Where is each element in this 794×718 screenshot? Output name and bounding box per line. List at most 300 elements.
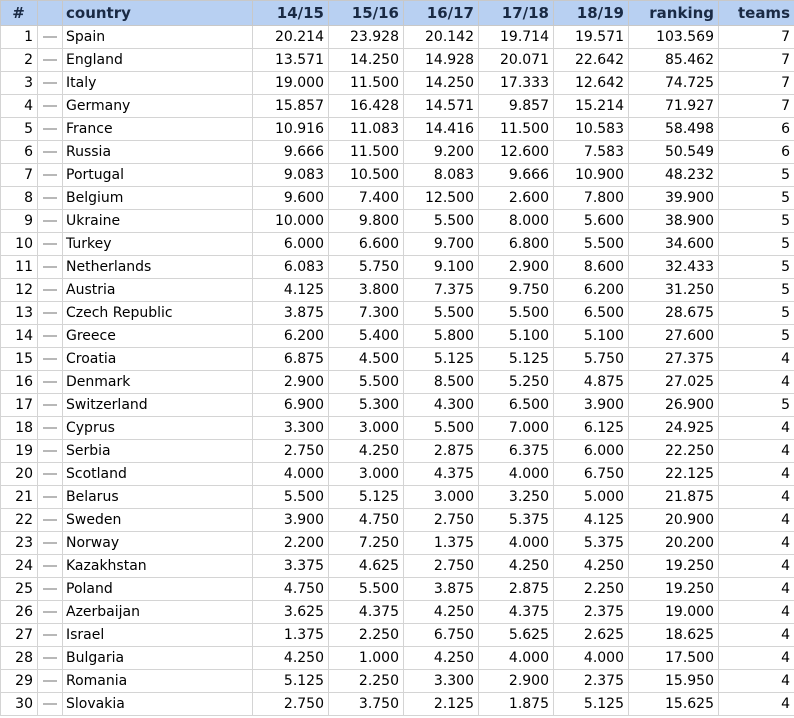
season-points: 5.500	[329, 578, 404, 601]
season-points: 3.900	[554, 394, 629, 417]
season-points: 6.750	[404, 624, 479, 647]
row-rank: 14	[1, 325, 38, 348]
season-points: 2.600	[479, 187, 554, 210]
season-points: 10.500	[329, 164, 404, 187]
season-points: 9.600	[253, 187, 329, 210]
trend-cell	[38, 26, 63, 49]
table-row	[1, 417, 794, 440]
teams-count: 4	[719, 693, 794, 716]
season-points: 4.000	[479, 647, 554, 670]
country-name: Romania	[63, 670, 253, 693]
season-points: 10.900	[554, 164, 629, 187]
table-row	[1, 233, 794, 256]
table-row	[1, 164, 794, 187]
trend-cell	[38, 164, 63, 187]
season-points: 1.000	[329, 647, 404, 670]
dash-icon	[43, 427, 57, 429]
row-rank: 27	[1, 624, 38, 647]
ranking-points: 19.000	[629, 601, 719, 624]
season-points: 19.571	[554, 26, 629, 49]
season-points: 11.500	[329, 72, 404, 95]
season-points: 6.875	[253, 348, 329, 371]
season-points: 2.750	[253, 693, 329, 716]
table-row	[1, 72, 794, 95]
row-rank: 17	[1, 394, 38, 417]
season-points: 4.250	[329, 440, 404, 463]
dash-icon	[43, 404, 57, 406]
trend-cell	[38, 509, 63, 532]
season-points: 2.900	[479, 256, 554, 279]
season-points: 6.600	[329, 233, 404, 256]
header-season-3[interactable]: 16/17	[404, 1, 479, 26]
row-rank: 16	[1, 371, 38, 394]
season-points: 5.750	[329, 256, 404, 279]
trend-cell	[38, 279, 63, 302]
header-ranking[interactable]: ranking	[629, 1, 719, 26]
country-name: Cyprus	[63, 417, 253, 440]
trend-cell	[38, 601, 63, 624]
ranking-points: 31.250	[629, 279, 719, 302]
trend-cell	[38, 118, 63, 141]
row-rank: 25	[1, 578, 38, 601]
table-row	[1, 394, 794, 417]
season-points: 2.250	[329, 624, 404, 647]
teams-count: 4	[719, 532, 794, 555]
table-row	[1, 578, 794, 601]
season-points: 1.375	[253, 624, 329, 647]
ranking-points: 20.200	[629, 532, 719, 555]
row-rank: 6	[1, 141, 38, 164]
dash-icon	[43, 381, 57, 383]
season-points: 3.250	[479, 486, 554, 509]
trend-cell	[38, 302, 63, 325]
country-name: Netherlands	[63, 256, 253, 279]
season-points: 9.666	[253, 141, 329, 164]
teams-count: 5	[719, 279, 794, 302]
header-trend	[38, 1, 63, 26]
country-name: Czech Republic	[63, 302, 253, 325]
ranking-points: 34.600	[629, 233, 719, 256]
ranking-points: 39.900	[629, 187, 719, 210]
ranking-points: 71.927	[629, 95, 719, 118]
season-points: 1.375	[404, 532, 479, 555]
season-points: 3.900	[253, 509, 329, 532]
teams-count: 5	[719, 325, 794, 348]
trend-cell	[38, 624, 63, 647]
season-points: 2.125	[404, 693, 479, 716]
row-rank: 30	[1, 693, 38, 716]
season-points: 5.125	[479, 348, 554, 371]
table-row	[1, 371, 794, 394]
season-points: 7.375	[404, 279, 479, 302]
teams-count: 4	[719, 601, 794, 624]
season-points: 17.333	[479, 72, 554, 95]
season-points: 14.571	[404, 95, 479, 118]
trend-cell	[38, 394, 63, 417]
ranking-points: 15.950	[629, 670, 719, 693]
dash-icon	[43, 289, 57, 291]
table-row	[1, 532, 794, 555]
trend-cell	[38, 210, 63, 233]
dash-icon	[43, 450, 57, 452]
season-points: 4.000	[554, 647, 629, 670]
season-points: 2.900	[479, 670, 554, 693]
ranking-points: 48.232	[629, 164, 719, 187]
table-row	[1, 624, 794, 647]
season-points: 5.125	[329, 486, 404, 509]
ranking-points: 21.875	[629, 486, 719, 509]
season-points: 4.250	[404, 647, 479, 670]
season-points: 4.750	[329, 509, 404, 532]
season-points: 16.428	[329, 95, 404, 118]
country-name: Israel	[63, 624, 253, 647]
season-points: 6.500	[554, 302, 629, 325]
table-row	[1, 26, 794, 49]
ranking-points: 24.925	[629, 417, 719, 440]
dash-icon	[43, 588, 57, 590]
season-points: 2.875	[404, 440, 479, 463]
table-row	[1, 693, 794, 716]
season-points: 2.375	[554, 601, 629, 624]
season-points: 3.300	[404, 670, 479, 693]
season-points: 11.083	[329, 118, 404, 141]
season-points: 1.875	[479, 693, 554, 716]
ranking-points: 38.900	[629, 210, 719, 233]
table-row	[1, 118, 794, 141]
row-rank: 24	[1, 555, 38, 578]
dash-icon	[43, 220, 57, 222]
dash-icon	[43, 36, 57, 38]
season-points: 4.375	[479, 601, 554, 624]
teams-count: 6	[719, 118, 794, 141]
season-points: 6.000	[253, 233, 329, 256]
season-points: 3.875	[253, 302, 329, 325]
country-name: Scotland	[63, 463, 253, 486]
teams-count: 4	[719, 440, 794, 463]
country-name: Croatia	[63, 348, 253, 371]
season-points: 7.000	[479, 417, 554, 440]
trend-cell	[38, 578, 63, 601]
country-name: Belarus	[63, 486, 253, 509]
season-points: 4.000	[479, 463, 554, 486]
season-points: 3.800	[329, 279, 404, 302]
season-points: 6.000	[554, 440, 629, 463]
teams-count: 5	[719, 187, 794, 210]
header-num[interactable]: #	[1, 1, 38, 26]
season-points: 5.100	[479, 325, 554, 348]
season-points: 9.750	[479, 279, 554, 302]
ranking-points: 22.250	[629, 440, 719, 463]
season-points: 4.875	[554, 371, 629, 394]
teams-count: 4	[719, 555, 794, 578]
season-points: 5.125	[404, 348, 479, 371]
ranking-points: 15.625	[629, 693, 719, 716]
season-points: 5.300	[329, 394, 404, 417]
country-name: Ukraine	[63, 210, 253, 233]
table-row	[1, 49, 794, 72]
country-name: Spain	[63, 26, 253, 49]
trend-cell	[38, 647, 63, 670]
season-points: 2.875	[479, 578, 554, 601]
teams-count: 5	[719, 233, 794, 256]
season-points: 20.142	[404, 26, 479, 49]
season-points: 5.600	[554, 210, 629, 233]
season-points: 20.214	[253, 26, 329, 49]
season-points: 14.250	[329, 49, 404, 72]
season-points: 5.500	[554, 233, 629, 256]
teams-count: 4	[719, 348, 794, 371]
dash-icon	[43, 128, 57, 130]
season-points: 9.800	[329, 210, 404, 233]
trend-cell	[38, 670, 63, 693]
dash-icon	[43, 59, 57, 61]
season-points: 5.800	[404, 325, 479, 348]
season-points: 2.750	[404, 509, 479, 532]
season-points: 6.200	[554, 279, 629, 302]
country-name: Poland	[63, 578, 253, 601]
dash-icon	[43, 680, 57, 682]
ranking-points: 27.025	[629, 371, 719, 394]
trend-cell	[38, 325, 63, 348]
teams-count: 7	[719, 95, 794, 118]
season-points: 5.750	[554, 348, 629, 371]
season-points: 4.125	[554, 509, 629, 532]
season-points: 2.200	[253, 532, 329, 555]
ranking-points: 103.569	[629, 26, 719, 49]
season-points: 6.083	[253, 256, 329, 279]
season-points: 2.900	[253, 371, 329, 394]
season-points: 3.000	[404, 486, 479, 509]
country-name: Azerbaijan	[63, 601, 253, 624]
table-row	[1, 440, 794, 463]
row-rank: 20	[1, 463, 38, 486]
dash-icon	[43, 542, 57, 544]
dash-icon	[43, 358, 57, 360]
season-points: 4.300	[404, 394, 479, 417]
ranking-points: 20.900	[629, 509, 719, 532]
season-points: 7.583	[554, 141, 629, 164]
table-row	[1, 279, 794, 302]
table-row	[1, 210, 794, 233]
season-points: 5.500	[404, 210, 479, 233]
row-rank: 9	[1, 210, 38, 233]
country-name: Greece	[63, 325, 253, 348]
season-points: 5.000	[554, 486, 629, 509]
ranking-points: 17.500	[629, 647, 719, 670]
row-rank: 5	[1, 118, 38, 141]
season-points: 8.083	[404, 164, 479, 187]
season-points: 6.900	[253, 394, 329, 417]
row-rank: 10	[1, 233, 38, 256]
season-points: 4.375	[329, 601, 404, 624]
dash-icon	[43, 335, 57, 337]
teams-count: 4	[719, 509, 794, 532]
season-points: 14.416	[404, 118, 479, 141]
season-points: 11.500	[329, 141, 404, 164]
header-season-5[interactable]: 18/19	[554, 1, 629, 26]
row-rank: 11	[1, 256, 38, 279]
trend-cell	[38, 233, 63, 256]
season-points: 7.250	[329, 532, 404, 555]
country-name: Sweden	[63, 509, 253, 532]
season-points: 4.250	[253, 647, 329, 670]
season-points: 4.000	[253, 463, 329, 486]
season-points: 3.750	[329, 693, 404, 716]
teams-count: 4	[719, 624, 794, 647]
season-points: 7.800	[554, 187, 629, 210]
dash-icon	[43, 565, 57, 567]
season-points: 7.300	[329, 302, 404, 325]
country-name: Denmark	[63, 371, 253, 394]
season-points: 3.000	[329, 417, 404, 440]
table-row	[1, 555, 794, 578]
season-points: 5.100	[554, 325, 629, 348]
season-points: 6.800	[479, 233, 554, 256]
country-name: Bulgaria	[63, 647, 253, 670]
trend-cell	[38, 555, 63, 578]
teams-count: 7	[719, 49, 794, 72]
trend-cell	[38, 463, 63, 486]
row-rank: 4	[1, 95, 38, 118]
dash-icon	[43, 634, 57, 636]
season-points: 5.500	[253, 486, 329, 509]
header-season-2[interactable]: 15/16	[329, 1, 404, 26]
header-country[interactable]: country	[63, 1, 253, 26]
country-name: Portugal	[63, 164, 253, 187]
teams-count: 4	[719, 486, 794, 509]
dash-icon	[43, 82, 57, 84]
season-points: 12.500	[404, 187, 479, 210]
country-name: Serbia	[63, 440, 253, 463]
table-row	[1, 187, 794, 210]
table-row	[1, 601, 794, 624]
season-points: 5.375	[554, 532, 629, 555]
country-name: Switzerland	[63, 394, 253, 417]
dash-icon	[43, 105, 57, 107]
row-rank: 18	[1, 417, 38, 440]
season-points: 4.375	[404, 463, 479, 486]
season-points: 5.500	[404, 417, 479, 440]
ranking-points: 26.900	[629, 394, 719, 417]
teams-count: 5	[719, 210, 794, 233]
teams-count: 7	[719, 72, 794, 95]
row-rank: 7	[1, 164, 38, 187]
trend-cell	[38, 187, 63, 210]
season-points: 5.500	[329, 371, 404, 394]
season-points: 5.125	[253, 670, 329, 693]
ranking-points: 19.250	[629, 578, 719, 601]
country-name: Germany	[63, 95, 253, 118]
teams-count: 5	[719, 164, 794, 187]
table-row	[1, 302, 794, 325]
country-name: Turkey	[63, 233, 253, 256]
season-points: 2.625	[554, 624, 629, 647]
season-points: 6.125	[554, 417, 629, 440]
teams-count: 4	[719, 417, 794, 440]
ranking-points: 18.625	[629, 624, 719, 647]
season-points: 4.000	[479, 532, 554, 555]
season-points: 6.750	[554, 463, 629, 486]
trend-cell	[38, 693, 63, 716]
dash-icon	[43, 243, 57, 245]
season-points: 3.875	[404, 578, 479, 601]
season-points: 5.125	[554, 693, 629, 716]
dash-icon	[43, 611, 57, 613]
season-points: 3.625	[253, 601, 329, 624]
country-name: Austria	[63, 279, 253, 302]
ranking-points: 27.375	[629, 348, 719, 371]
season-points: 19.000	[253, 72, 329, 95]
season-points: 3.300	[253, 417, 329, 440]
season-points: 20.071	[479, 49, 554, 72]
season-points: 3.375	[253, 555, 329, 578]
row-rank: 19	[1, 440, 38, 463]
season-points: 5.500	[479, 302, 554, 325]
trend-cell	[38, 141, 63, 164]
season-points: 3.000	[329, 463, 404, 486]
season-points: 4.500	[329, 348, 404, 371]
season-points: 13.571	[253, 49, 329, 72]
ranking-points: 58.498	[629, 118, 719, 141]
dash-icon	[43, 312, 57, 314]
header-season-4[interactable]: 17/18	[479, 1, 554, 26]
trend-cell	[38, 440, 63, 463]
teams-count: 4	[719, 578, 794, 601]
season-points: 11.500	[479, 118, 554, 141]
table-row	[1, 463, 794, 486]
season-points: 10.583	[554, 118, 629, 141]
season-points: 2.250	[554, 578, 629, 601]
dash-icon	[43, 657, 57, 659]
header-teams[interactable]: teams	[719, 1, 794, 26]
season-points: 4.250	[479, 555, 554, 578]
dash-icon	[43, 496, 57, 498]
season-points: 5.375	[479, 509, 554, 532]
table-row	[1, 348, 794, 371]
trend-cell	[38, 371, 63, 394]
season-points: 9.857	[479, 95, 554, 118]
ranking-points: 28.675	[629, 302, 719, 325]
country-name: England	[63, 49, 253, 72]
teams-count: 4	[719, 670, 794, 693]
ranking-points: 74.725	[629, 72, 719, 95]
dash-icon	[43, 151, 57, 153]
season-points: 2.750	[404, 555, 479, 578]
season-points: 9.700	[404, 233, 479, 256]
country-name: France	[63, 118, 253, 141]
row-rank: 1	[1, 26, 38, 49]
row-rank: 8	[1, 187, 38, 210]
teams-count: 4	[719, 463, 794, 486]
season-points: 12.600	[479, 141, 554, 164]
dash-icon	[43, 174, 57, 176]
season-points: 4.625	[329, 555, 404, 578]
table-row	[1, 325, 794, 348]
season-points: 5.625	[479, 624, 554, 647]
country-name: Italy	[63, 72, 253, 95]
row-rank: 12	[1, 279, 38, 302]
season-points: 10.916	[253, 118, 329, 141]
season-points: 8.600	[554, 256, 629, 279]
season-points: 15.214	[554, 95, 629, 118]
season-points: 9.666	[479, 164, 554, 187]
table-row	[1, 647, 794, 670]
header-season-1[interactable]: 14/15	[253, 1, 329, 26]
trend-cell	[38, 256, 63, 279]
ranking-points: 27.600	[629, 325, 719, 348]
season-points: 23.928	[329, 26, 404, 49]
trend-cell	[38, 348, 63, 371]
